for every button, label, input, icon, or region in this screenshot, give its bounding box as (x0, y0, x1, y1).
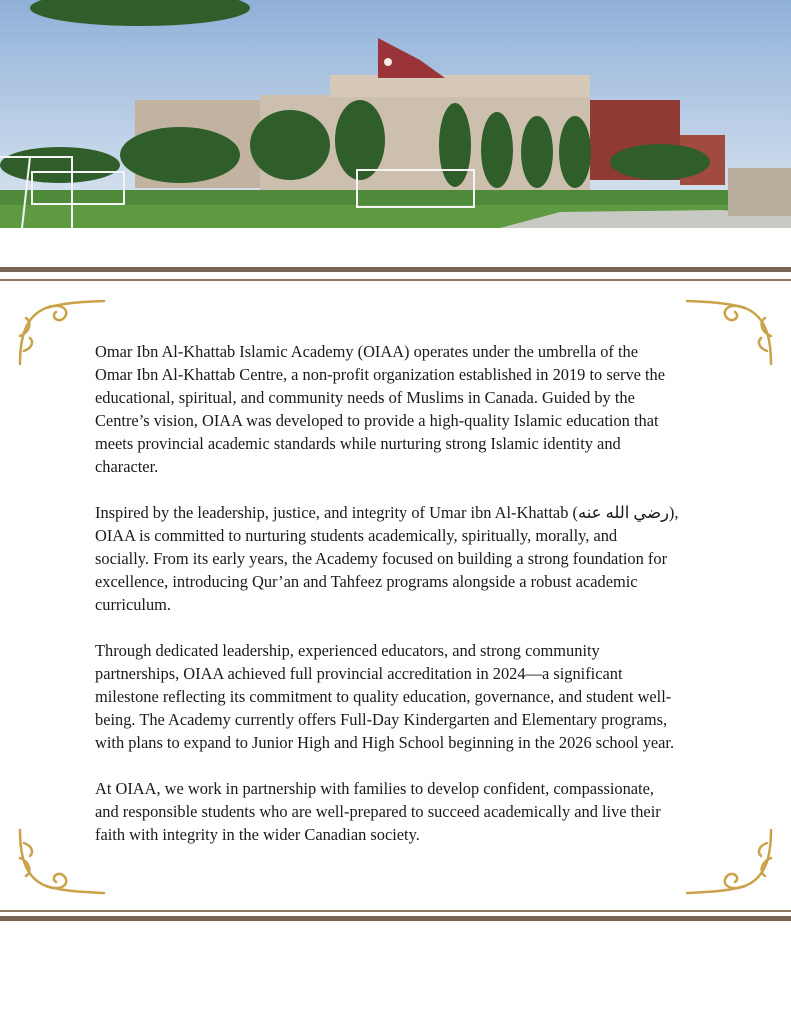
text-line: curriculum. (95, 595, 172, 614)
text-line: socially. From its early years, the Academy focused on building a strong foundation for (95, 549, 668, 568)
bottom-thin-rule (0, 910, 791, 912)
bottom-thick-rule (0, 916, 791, 921)
text-line: milestone reflecting its commitment to quality education, governance, and student well- (95, 687, 672, 706)
top-thick-rule (0, 267, 791, 272)
about-text (95, 340, 755, 869)
text-line: with plans to expand to Junior High and High School beginning in the 2026 school year. (95, 733, 675, 752)
text-line: faith with integrity in the wider Canadian society. (95, 825, 420, 844)
text-line: and responsible students who are well-prepared to succeed academically and live their (95, 802, 661, 821)
corner-ornament-top-left-icon (16, 296, 106, 366)
text-line: Through dedicated leadership, experienced educators, and strong community (95, 641, 600, 660)
text-line: educational, spiritual, and community needs of Muslims in Canada. Guided by the (95, 388, 635, 407)
corner-ornament-bottom-left-icon (16, 828, 106, 898)
text-line: Omar Ibn Al-Khattab Centre, a non-profit organization established in 2019 to serve the (95, 365, 666, 384)
paragraph (95, 340, 755, 478)
paragraph (95, 501, 755, 616)
text-line: OIAA is committed to nurturing students academically, spiritually, morally, and (95, 526, 618, 545)
text-line: Centre’s vision, OIAA was developed to provide a high-quality Islamic education that (95, 411, 659, 430)
text-line: being. The Academy currently offers Full-Day Kindergarten and Elementary programs, (95, 710, 668, 729)
top-thin-rule (0, 279, 791, 281)
text-line: meets provincial academic standards while nurturing strong Islamic identity and (95, 434, 621, 453)
text-line: Omar Ibn Al-Khattab Islamic Academy (OIAA) operates under the umbrella of the (95, 342, 638, 361)
hero-image (0, 0, 791, 228)
text-line: partnerships, OIAA achieved full provincial accreditation in 2024—a significant (95, 664, 623, 683)
paragraph (95, 777, 755, 846)
paragraph (95, 639, 755, 754)
text-line: excellence, introducing Qur’an and Tahfeez programs alongside a robust academic (95, 572, 638, 591)
text-line: Inspired by the leadership, justice, and integrity of Umar ibn Al-Khattab (رضي الله عنه), (95, 503, 679, 522)
text-line: At OIAA, we work in partnership with families to develop confident, compassionate, (95, 779, 654, 798)
text-line: character. (95, 457, 159, 476)
